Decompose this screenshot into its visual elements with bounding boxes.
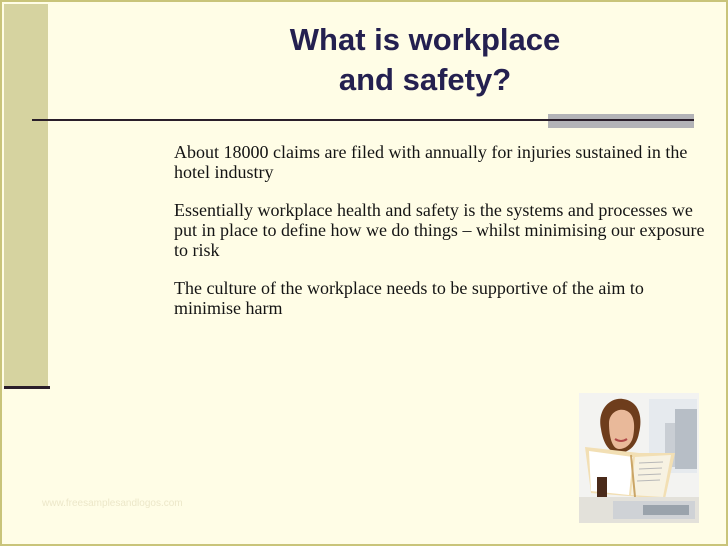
- slide-body: [174, 142, 710, 336]
- woman-reading-photo: [579, 393, 699, 523]
- watermark: www.freesamplesandlogos.com: [42, 498, 183, 509]
- left-bar-rule: [4, 386, 50, 389]
- title-line-1: What is workplace: [289, 22, 561, 57]
- paragraph-claims: About 18000 claims are filed with annually for injuries sustained in the hotel industry: [174, 142, 688, 182]
- slide-title: [202, 20, 648, 100]
- title-divider-accent: [548, 114, 694, 128]
- left-accent-bar: [4, 4, 48, 388]
- title-divider-accent-rule: [548, 119, 694, 121]
- paragraph-culture: The culture of the workplace needs to be supportive of the aim to minimise harm: [174, 278, 644, 318]
- title-line-2: and safety?: [338, 62, 512, 97]
- paragraph-definition: Essentially workplace health and safety is the systems and processes we put in place to define how we do things – whilst minimising our exposure to risk: [174, 200, 705, 260]
